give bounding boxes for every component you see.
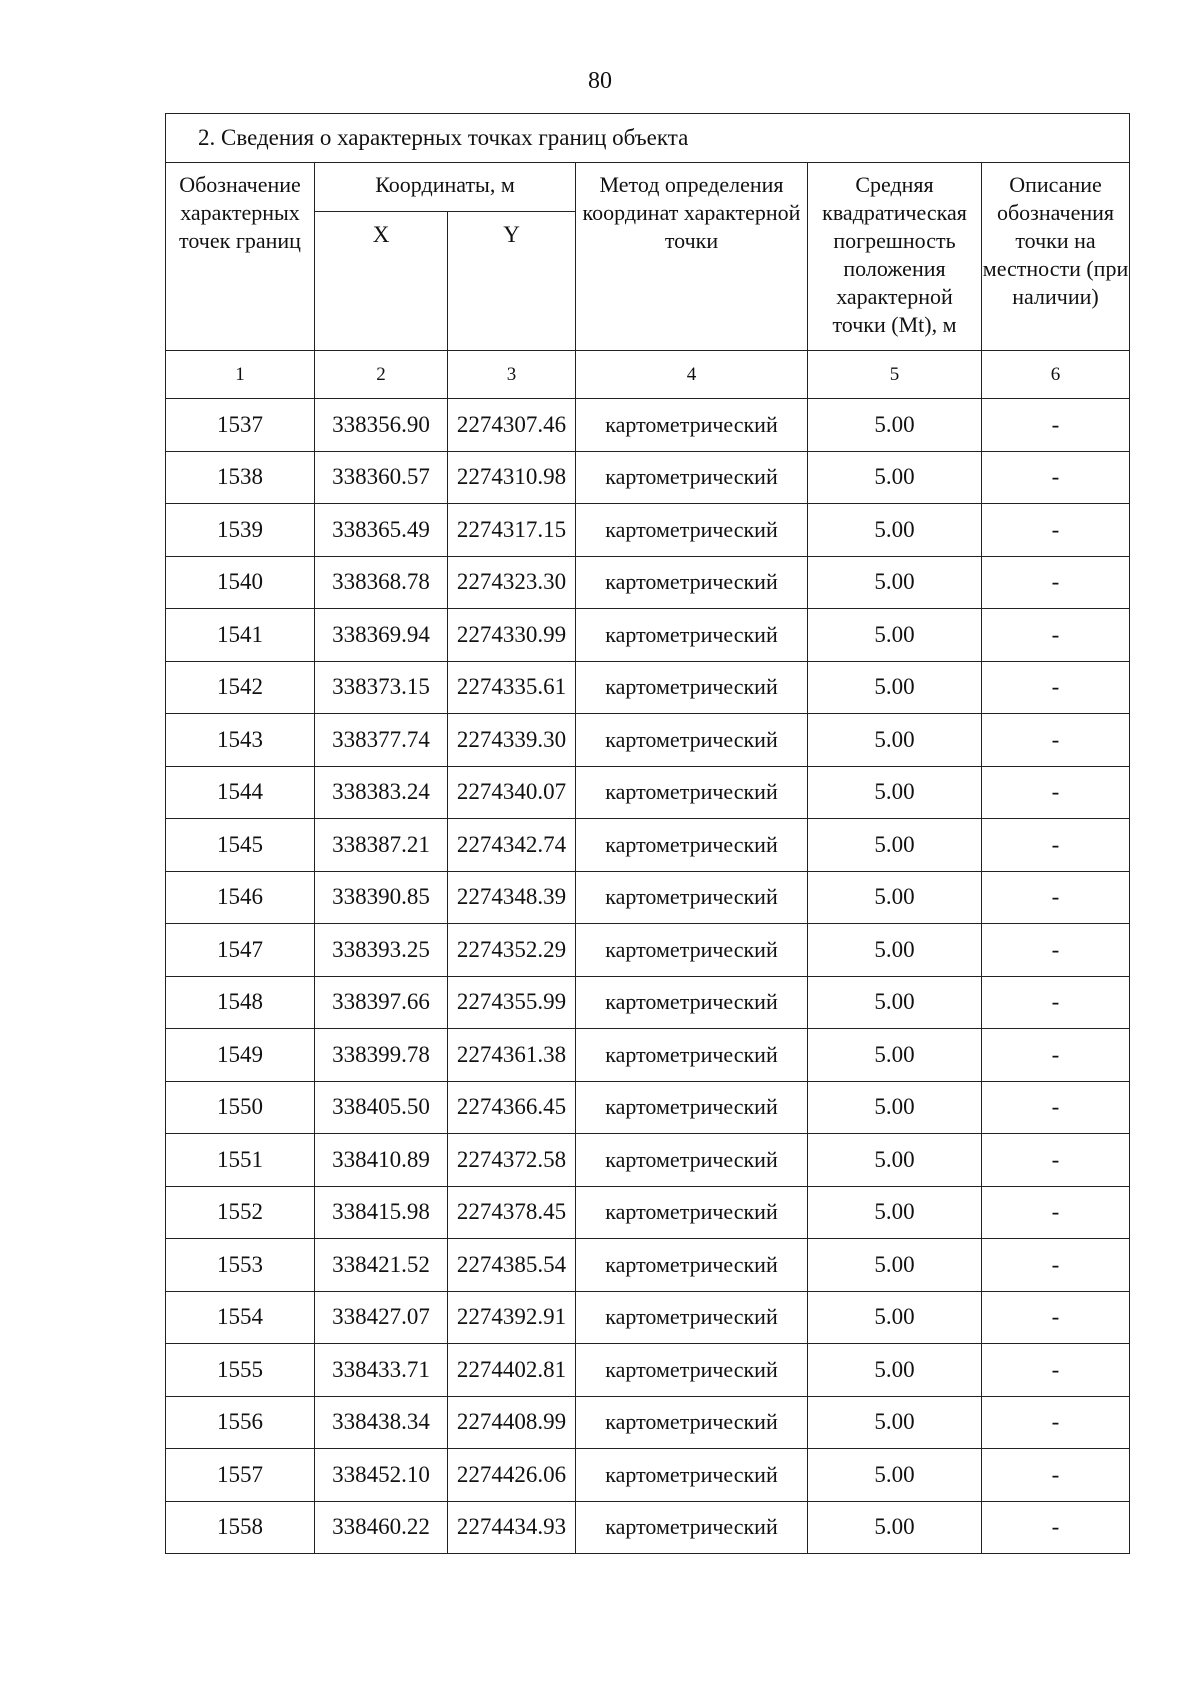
column-number: 4 bbox=[576, 351, 808, 399]
header-description: Описание обозначения точки на местности (при наличии) bbox=[982, 163, 1130, 351]
boundary-points-table bbox=[165, 113, 1130, 1554]
point-description: - bbox=[982, 1344, 1130, 1397]
mean-square-error: 5.00 bbox=[808, 1081, 982, 1134]
point-id: 1548 bbox=[166, 976, 315, 1029]
coordinate-x: 338365.49 bbox=[315, 504, 448, 557]
mean-square-error: 5.00 bbox=[808, 1134, 982, 1187]
mean-square-error: 5.00 bbox=[808, 399, 982, 452]
coordinate-x: 338427.07 bbox=[315, 1291, 448, 1344]
coordinate-y: 2274372.58 bbox=[448, 1134, 576, 1187]
point-description: - bbox=[982, 1029, 1130, 1082]
coordinate-y: 2274402.81 bbox=[448, 1344, 576, 1397]
method: картометрический bbox=[576, 924, 808, 977]
coordinate-y: 2274352.29 bbox=[448, 924, 576, 977]
method: картометрический bbox=[576, 1239, 808, 1292]
mean-square-error: 5.00 bbox=[808, 1239, 982, 1292]
coordinate-x: 338368.78 bbox=[315, 556, 448, 609]
mean-square-error: 5.00 bbox=[808, 976, 982, 1029]
column-number: 3 bbox=[448, 351, 576, 399]
point-description: - bbox=[982, 976, 1130, 1029]
table-row bbox=[166, 766, 1130, 819]
coordinate-x: 338390.85 bbox=[315, 871, 448, 924]
point-id: 1539 bbox=[166, 504, 315, 557]
table-row bbox=[166, 976, 1130, 1029]
point-id: 1550 bbox=[166, 1081, 315, 1134]
method: картометрический bbox=[576, 871, 808, 924]
coordinate-x: 338433.71 bbox=[315, 1344, 448, 1397]
header-error: Средняя квадратическая погрешность положения характерной точки (Mt), м bbox=[808, 163, 982, 351]
mean-square-error: 5.00 bbox=[808, 924, 982, 977]
coordinate-y: 2274366.45 bbox=[448, 1081, 576, 1134]
method: картометрический bbox=[576, 1081, 808, 1134]
table-row bbox=[166, 1501, 1130, 1554]
coordinate-y: 2274426.06 bbox=[448, 1449, 576, 1502]
coordinate-x: 338410.89 bbox=[315, 1134, 448, 1187]
mean-square-error: 5.00 bbox=[808, 1344, 982, 1397]
table-row bbox=[166, 399, 1130, 452]
mean-square-error: 5.00 bbox=[808, 1186, 982, 1239]
method: картометрический bbox=[576, 1449, 808, 1502]
coordinate-y: 2274307.46 bbox=[448, 399, 576, 452]
method: картометрический bbox=[576, 1186, 808, 1239]
mean-square-error: 5.00 bbox=[808, 871, 982, 924]
table-row bbox=[166, 1449, 1130, 1502]
table-row bbox=[166, 1291, 1130, 1344]
method: картометрический bbox=[576, 451, 808, 504]
coordinate-y: 2274330.99 bbox=[448, 609, 576, 662]
method: картометрический bbox=[576, 1291, 808, 1344]
coordinate-x: 338373.15 bbox=[315, 661, 448, 714]
column-number: 5 bbox=[808, 351, 982, 399]
point-description: - bbox=[982, 661, 1130, 714]
point-id: 1543 bbox=[166, 714, 315, 767]
table-row bbox=[166, 1134, 1130, 1187]
table-row bbox=[166, 1081, 1130, 1134]
header-designation: Обозначение характерных точек границ bbox=[166, 163, 315, 351]
mean-square-error: 5.00 bbox=[808, 504, 982, 557]
coordinate-y: 2274355.99 bbox=[448, 976, 576, 1029]
mean-square-error: 5.00 bbox=[808, 766, 982, 819]
coordinate-x: 338360.57 bbox=[315, 451, 448, 504]
method: картометрический bbox=[576, 976, 808, 1029]
coordinate-y: 2274340.07 bbox=[448, 766, 576, 819]
coordinate-x: 338356.90 bbox=[315, 399, 448, 452]
point-description: - bbox=[982, 714, 1130, 767]
point-id: 1540 bbox=[166, 556, 315, 609]
point-description: - bbox=[982, 819, 1130, 872]
method: картометрический bbox=[576, 609, 808, 662]
header-x: X bbox=[315, 212, 448, 351]
column-number: 6 bbox=[982, 351, 1130, 399]
mean-square-error: 5.00 bbox=[808, 1501, 982, 1554]
coordinate-y: 2274317.15 bbox=[448, 504, 576, 557]
header-row bbox=[166, 163, 1130, 212]
coordinate-y: 2274323.30 bbox=[448, 556, 576, 609]
point-description: - bbox=[982, 1449, 1130, 1502]
point-id: 1549 bbox=[166, 1029, 315, 1082]
point-description: - bbox=[982, 871, 1130, 924]
point-description: - bbox=[982, 556, 1130, 609]
coordinate-x: 338415.98 bbox=[315, 1186, 448, 1239]
column-number: 2 bbox=[315, 351, 448, 399]
table-row bbox=[166, 661, 1130, 714]
coordinate-x: 338421.52 bbox=[315, 1239, 448, 1292]
method: картометрический bbox=[576, 1396, 808, 1449]
table-row bbox=[166, 1239, 1130, 1292]
column-number-row bbox=[166, 351, 1130, 399]
header-method: Метод определения координат характерной точки bbox=[576, 163, 808, 351]
table-body bbox=[166, 399, 1130, 1554]
table-row bbox=[166, 714, 1130, 767]
mean-square-error: 5.00 bbox=[808, 1396, 982, 1449]
method: картометрический bbox=[576, 1134, 808, 1187]
coordinate-x: 338369.94 bbox=[315, 609, 448, 662]
coordinate-y: 2274348.39 bbox=[448, 871, 576, 924]
mean-square-error: 5.00 bbox=[808, 1449, 982, 1502]
mean-square-error: 5.00 bbox=[808, 661, 982, 714]
point-id: 1546 bbox=[166, 871, 315, 924]
point-description: - bbox=[982, 1239, 1130, 1292]
section-title: 2. Сведения о характерных точках границ объекта bbox=[166, 114, 1130, 163]
coordinate-y: 2274392.91 bbox=[448, 1291, 576, 1344]
mean-square-error: 5.00 bbox=[808, 451, 982, 504]
point-id: 1545 bbox=[166, 819, 315, 872]
table-row bbox=[166, 819, 1130, 872]
mean-square-error: 5.00 bbox=[808, 1029, 982, 1082]
point-description: - bbox=[982, 609, 1130, 662]
table-row bbox=[166, 1186, 1130, 1239]
coordinate-y: 2274408.99 bbox=[448, 1396, 576, 1449]
point-id: 1552 bbox=[166, 1186, 315, 1239]
coordinate-x: 338399.78 bbox=[315, 1029, 448, 1082]
point-description: - bbox=[982, 1081, 1130, 1134]
point-description: - bbox=[982, 1396, 1130, 1449]
coordinate-y: 2274385.54 bbox=[448, 1239, 576, 1292]
point-id: 1541 bbox=[166, 609, 315, 662]
header-y: Y bbox=[448, 212, 576, 351]
mean-square-error: 5.00 bbox=[808, 714, 982, 767]
method: картометрический bbox=[576, 556, 808, 609]
coordinate-y: 2274342.74 bbox=[448, 819, 576, 872]
point-id: 1544 bbox=[166, 766, 315, 819]
point-id: 1557 bbox=[166, 1449, 315, 1502]
coordinate-x: 338397.66 bbox=[315, 976, 448, 1029]
point-id: 1553 bbox=[166, 1239, 315, 1292]
point-id: 1551 bbox=[166, 1134, 315, 1187]
method: картометрический bbox=[576, 819, 808, 872]
coordinate-y: 2274310.98 bbox=[448, 451, 576, 504]
page-number: 80 bbox=[588, 68, 612, 94]
point-id: 1547 bbox=[166, 924, 315, 977]
point-description: - bbox=[982, 1134, 1130, 1187]
point-id: 1542 bbox=[166, 661, 315, 714]
coordinate-x: 338387.21 bbox=[315, 819, 448, 872]
coordinate-x: 338383.24 bbox=[315, 766, 448, 819]
table-row bbox=[166, 1344, 1130, 1397]
coordinate-y: 2274361.38 bbox=[448, 1029, 576, 1082]
coordinate-y: 2274335.61 bbox=[448, 661, 576, 714]
table-row bbox=[166, 1029, 1130, 1082]
point-description: - bbox=[982, 504, 1130, 557]
point-id: 1555 bbox=[166, 1344, 315, 1397]
coordinate-y: 2274434.93 bbox=[448, 1501, 576, 1554]
method: картометрический bbox=[576, 504, 808, 557]
mean-square-error: 5.00 bbox=[808, 556, 982, 609]
table-row bbox=[166, 504, 1130, 557]
method: картометрический bbox=[576, 714, 808, 767]
mean-square-error: 5.00 bbox=[808, 819, 982, 872]
table-row bbox=[166, 1396, 1130, 1449]
point-description: - bbox=[982, 924, 1130, 977]
coordinate-x: 338460.22 bbox=[315, 1501, 448, 1554]
table-row bbox=[166, 556, 1130, 609]
point-description: - bbox=[982, 451, 1130, 504]
coordinate-x: 338393.25 bbox=[315, 924, 448, 977]
mean-square-error: 5.00 bbox=[808, 1291, 982, 1344]
point-id: 1538 bbox=[166, 451, 315, 504]
coordinate-x: 338452.10 bbox=[315, 1449, 448, 1502]
point-id: 1556 bbox=[166, 1396, 315, 1449]
table-row bbox=[166, 609, 1130, 662]
method: картометрический bbox=[576, 1344, 808, 1397]
point-description: - bbox=[982, 1186, 1130, 1239]
method: картометрический bbox=[576, 1501, 808, 1554]
point-description: - bbox=[982, 1291, 1130, 1344]
table-row bbox=[166, 871, 1130, 924]
table-row bbox=[166, 924, 1130, 977]
point-id: 1554 bbox=[166, 1291, 315, 1344]
coordinate-x: 338377.74 bbox=[315, 714, 448, 767]
header-coordinates: Координаты, м bbox=[315, 163, 576, 212]
method: картометрический bbox=[576, 766, 808, 819]
table-row bbox=[166, 451, 1130, 504]
mean-square-error: 5.00 bbox=[808, 609, 982, 662]
coordinate-x: 338438.34 bbox=[315, 1396, 448, 1449]
point-id: 1537 bbox=[166, 399, 315, 452]
method: картометрический bbox=[576, 1029, 808, 1082]
method: картометрический bbox=[576, 399, 808, 452]
point-description: - bbox=[982, 766, 1130, 819]
coordinate-y: 2274339.30 bbox=[448, 714, 576, 767]
column-number: 1 bbox=[166, 351, 315, 399]
point-description: - bbox=[982, 1501, 1130, 1554]
coordinate-x: 338405.50 bbox=[315, 1081, 448, 1134]
section-title-row bbox=[166, 114, 1130, 163]
point-id: 1558 bbox=[166, 1501, 315, 1554]
point-description: - bbox=[982, 399, 1130, 452]
method: картометрический bbox=[576, 661, 808, 714]
coordinate-y: 2274378.45 bbox=[448, 1186, 576, 1239]
